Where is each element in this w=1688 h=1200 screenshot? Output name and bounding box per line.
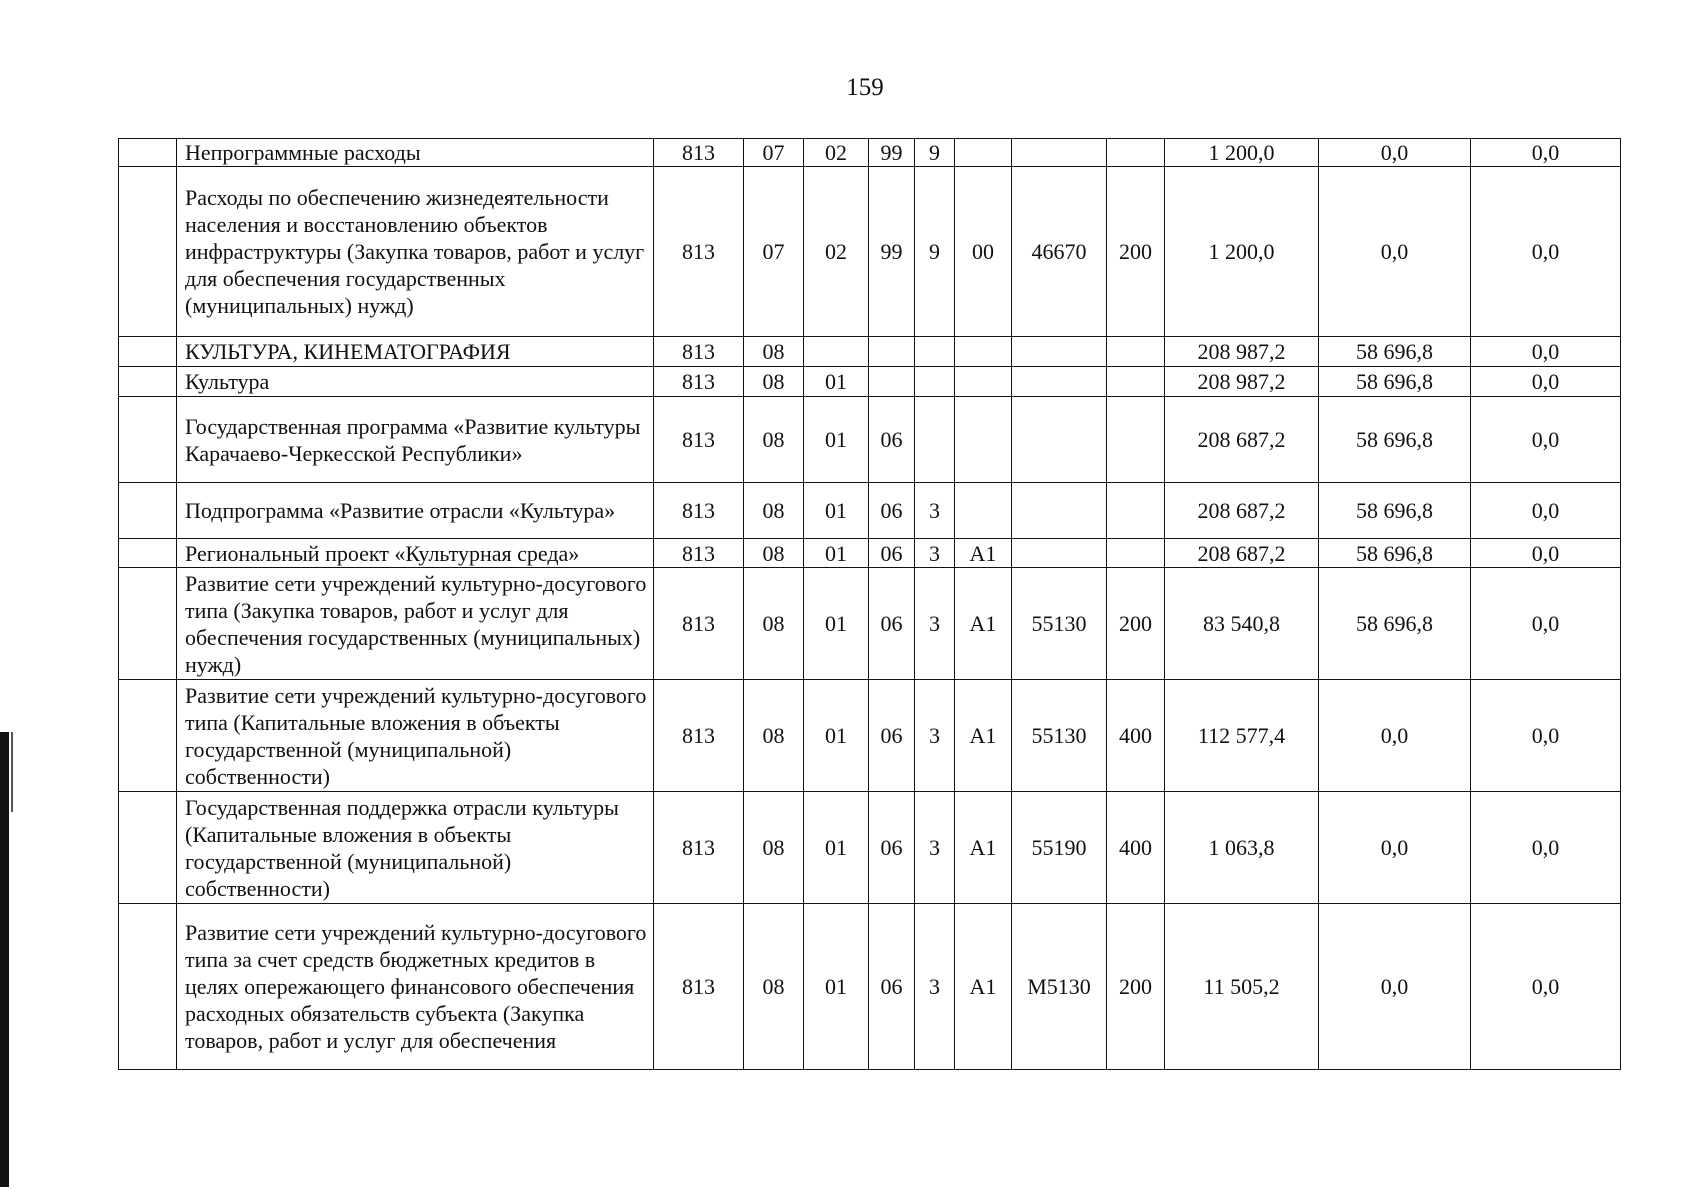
direction-code: М5130	[1012, 904, 1107, 1070]
measure-code: А1	[955, 792, 1012, 904]
table-row	[119, 483, 1621, 539]
subprogram-code: 3	[915, 792, 955, 904]
subsection-code: 01	[804, 568, 869, 680]
amount-1: 1 200,0	[1165, 167, 1319, 337]
expense-type-code	[1107, 367, 1165, 397]
measure-code: А1	[955, 539, 1012, 568]
ministry-code: 813	[654, 904, 744, 1070]
direction-code: 46670	[1012, 167, 1107, 337]
ministry-code: 813	[654, 539, 744, 568]
budget-table	[118, 138, 1621, 1070]
table-row	[119, 539, 1621, 568]
section-code: 08	[744, 904, 804, 1070]
section-code: 07	[744, 167, 804, 337]
ministry-code: 813	[654, 397, 744, 483]
program-code: 06	[869, 904, 915, 1070]
row-name: Региональный проект «Культурная среда»	[177, 539, 654, 568]
ministry-code: 813	[654, 367, 744, 397]
ministry-code: 813	[654, 139, 744, 167]
subprogram-code	[915, 337, 955, 367]
expense-type-code	[1107, 337, 1165, 367]
program-code: 99	[869, 167, 915, 337]
amount-3: 0,0	[1471, 337, 1621, 367]
program-code	[869, 367, 915, 397]
measure-code: 00	[955, 167, 1012, 337]
measure-code	[955, 139, 1012, 167]
row-name: КУЛЬТУРА, КИНЕМАТОГРАФИЯ	[177, 337, 654, 367]
amount-2: 0,0	[1319, 680, 1471, 792]
amount-1: 208 687,2	[1165, 539, 1319, 568]
ministry-code: 813	[654, 167, 744, 337]
subprogram-code: 3	[915, 483, 955, 539]
ministry-code: 813	[654, 568, 744, 680]
measure-code	[955, 483, 1012, 539]
direction-code	[1012, 139, 1107, 167]
program-code	[869, 337, 915, 367]
amount-3: 0,0	[1471, 539, 1621, 568]
subsection-code: 01	[804, 904, 869, 1070]
direction-code: 55130	[1012, 568, 1107, 680]
expense-type-code	[1107, 397, 1165, 483]
expense-type-code	[1107, 483, 1165, 539]
scan-edge-line	[11, 732, 13, 812]
program-code: 06	[869, 483, 915, 539]
amount-1: 208 987,2	[1165, 337, 1319, 367]
subprogram-code: 3	[915, 904, 955, 1070]
row-index-cell	[119, 904, 177, 1070]
section-code: 08	[744, 680, 804, 792]
row-index-cell	[119, 397, 177, 483]
row-index-cell	[119, 139, 177, 167]
row-index-cell	[119, 337, 177, 367]
direction-code	[1012, 483, 1107, 539]
program-code: 06	[869, 680, 915, 792]
amount-3: 0,0	[1471, 568, 1621, 680]
section-code: 07	[744, 139, 804, 167]
row-index-cell	[119, 367, 177, 397]
amount-1: 11 505,2	[1165, 904, 1319, 1070]
subprogram-code: 9	[915, 139, 955, 167]
amount-3: 0,0	[1471, 167, 1621, 337]
measure-code	[955, 337, 1012, 367]
row-name: Подпрограмма «Развитие отрасли «Культура»	[177, 483, 654, 539]
ministry-code: 813	[654, 337, 744, 367]
program-code: 06	[869, 568, 915, 680]
table-row	[119, 397, 1621, 483]
scan-edge-mark	[0, 732, 9, 1187]
amount-2: 58 696,8	[1319, 367, 1471, 397]
measure-code	[955, 367, 1012, 397]
subprogram-code: 3	[915, 568, 955, 680]
subsection-code: 02	[804, 139, 869, 167]
row-name: Государственная поддержка отрасли культуры (Капитальные вложения в объекты государственной (муниципальной) собственности)	[177, 792, 654, 904]
table-row	[119, 792, 1621, 904]
amount-2: 0,0	[1319, 167, 1471, 337]
expense-type-code: 400	[1107, 792, 1165, 904]
amount-2: 58 696,8	[1319, 337, 1471, 367]
ministry-code: 813	[654, 483, 744, 539]
measure-code: А1	[955, 568, 1012, 680]
amount-3: 0,0	[1471, 904, 1621, 1070]
expense-type-code	[1107, 539, 1165, 568]
amount-2: 0,0	[1319, 904, 1471, 1070]
amount-2: 58 696,8	[1319, 397, 1471, 483]
row-index-cell	[119, 539, 177, 568]
amount-3: 0,0	[1471, 792, 1621, 904]
row-name: Государственная программа «Развитие культуры Карачаево-Черкесской Республики»	[177, 397, 654, 483]
section-code: 08	[744, 337, 804, 367]
ministry-code: 813	[654, 680, 744, 792]
row-index-cell	[119, 792, 177, 904]
subsection-code: 01	[804, 367, 869, 397]
table-row	[119, 337, 1621, 367]
amount-3: 0,0	[1471, 483, 1621, 539]
subprogram-code: 9	[915, 167, 955, 337]
amount-2: 0,0	[1319, 139, 1471, 167]
row-name: Расходы по обеспечению жизнедеятельности населения и восстановлению объектов инфраструктуры (Закупка товаров, работ и услуг для обеспечения государственных (муниципальных) нужд)	[177, 167, 654, 337]
subprogram-code	[915, 397, 955, 483]
subprogram-code	[915, 367, 955, 397]
expense-type-code	[1107, 139, 1165, 167]
amount-1: 112 577,4	[1165, 680, 1319, 792]
section-code: 08	[744, 367, 804, 397]
row-index-cell	[119, 483, 177, 539]
amount-2: 0,0	[1319, 792, 1471, 904]
amount-1: 208 687,2	[1165, 397, 1319, 483]
amount-2: 58 696,8	[1319, 568, 1471, 680]
subsection-code: 01	[804, 483, 869, 539]
direction-code	[1012, 397, 1107, 483]
direction-code	[1012, 337, 1107, 367]
subsection-code: 01	[804, 680, 869, 792]
program-code: 06	[869, 539, 915, 568]
amount-3: 0,0	[1471, 397, 1621, 483]
amount-1: 1 063,8	[1165, 792, 1319, 904]
row-name: Развитие сети учреждений культурно-досугового типа (Капитальные вложения в объекты государственной (муниципальной) собственности)	[177, 680, 654, 792]
row-index-cell	[119, 680, 177, 792]
program-code: 99	[869, 139, 915, 167]
row-name: Развитие сети учреждений культурно-досугового типа (Закупка товаров, работ и услуг для обеспечения государственных (муниципальных) нужд)	[177, 568, 654, 680]
program-code: 06	[869, 792, 915, 904]
table-row	[119, 167, 1621, 337]
section-code: 08	[744, 792, 804, 904]
page-number: 159	[846, 74, 884, 101]
section-code: 08	[744, 568, 804, 680]
table-row	[119, 367, 1621, 397]
section-code: 08	[744, 483, 804, 539]
direction-code	[1012, 539, 1107, 568]
table-row	[119, 680, 1621, 792]
measure-code: А1	[955, 680, 1012, 792]
subsection-code: 02	[804, 167, 869, 337]
amount-2: 58 696,8	[1319, 539, 1471, 568]
table-row	[119, 139, 1621, 167]
subsection-code: 01	[804, 397, 869, 483]
row-index-cell	[119, 568, 177, 680]
measure-code: А1	[955, 904, 1012, 1070]
direction-code: 55130	[1012, 680, 1107, 792]
amount-3: 0,0	[1471, 367, 1621, 397]
direction-code	[1012, 367, 1107, 397]
amount-1: 83 540,8	[1165, 568, 1319, 680]
expense-type-code: 200	[1107, 568, 1165, 680]
row-index-cell	[119, 167, 177, 337]
row-name: Культура	[177, 367, 654, 397]
amount-3: 0,0	[1471, 139, 1621, 167]
expense-type-code: 200	[1107, 904, 1165, 1070]
ministry-code: 813	[654, 792, 744, 904]
table-row	[119, 904, 1621, 1070]
subprogram-code: 3	[915, 539, 955, 568]
measure-code	[955, 397, 1012, 483]
section-code: 08	[744, 397, 804, 483]
table-row	[119, 568, 1621, 680]
section-code: 08	[744, 539, 804, 568]
amount-1: 208 987,2	[1165, 367, 1319, 397]
subsection-code	[804, 337, 869, 367]
amount-1: 1 200,0	[1165, 139, 1319, 167]
amount-1: 208 687,2	[1165, 483, 1319, 539]
amount-2: 58 696,8	[1319, 483, 1471, 539]
expense-type-code: 200	[1107, 167, 1165, 337]
subsection-code: 01	[804, 539, 869, 568]
expense-type-code: 400	[1107, 680, 1165, 792]
row-name: Развитие сети учреждений культурно-досугового типа за счет средств бюджетных кредитов в целях опережающего финансового обеспечения расходных обязательств субъекта (Закупка товаров, работ и услуг для обеспечения	[177, 904, 654, 1070]
direction-code: 55190	[1012, 792, 1107, 904]
program-code: 06	[869, 397, 915, 483]
amount-3: 0,0	[1471, 680, 1621, 792]
subsection-code: 01	[804, 792, 869, 904]
row-name: Непрограммные расходы	[177, 139, 654, 167]
subprogram-code: 3	[915, 680, 955, 792]
